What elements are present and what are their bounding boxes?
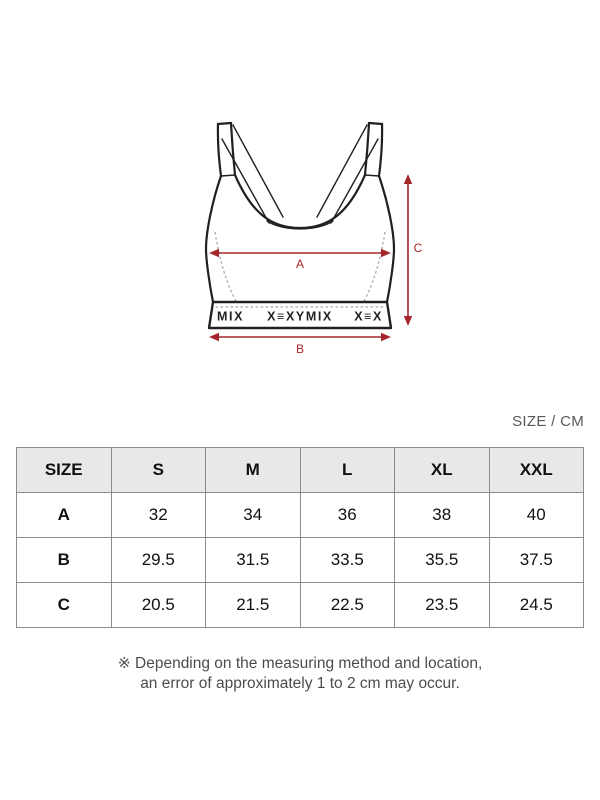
bra-cup-seams (221, 175, 379, 176)
size-unit-label: SIZE / CM (512, 413, 584, 430)
bra-band (209, 302, 391, 328)
bra-measurement-diagram (150, 100, 460, 372)
row-label-cell: C (17, 583, 112, 628)
bra-straps (218, 123, 382, 223)
size-table-header (17, 448, 584, 493)
value-cell: 40 (489, 493, 584, 538)
size-table-body (17, 493, 584, 628)
band-logo-center: X≡XYMIX (267, 309, 333, 324)
value-cell: 29.5 (111, 538, 206, 583)
disclaimer-line-1: ※ Depending on the measuring method and location, (117, 655, 483, 672)
bra-diagram-svg (150, 100, 460, 372)
header-cell-size: SIZE (17, 448, 112, 493)
table-row-b (17, 538, 584, 583)
value-cell: 32 (111, 493, 206, 538)
table-row-a (17, 493, 584, 538)
value-cell: 31.5 (206, 538, 301, 583)
bra-body-outline (206, 176, 394, 302)
measurement-arrow-a (209, 249, 391, 271)
measurement-arrow-c (404, 174, 423, 326)
disclaimer-line-2: an error of approximately 1 to 2 cm may occur. (140, 675, 460, 692)
value-cell: 37.5 (489, 538, 584, 583)
value-cell: 23.5 (395, 583, 490, 628)
value-cell: 38 (395, 493, 490, 538)
value-cell: 24.5 (489, 583, 584, 628)
header-cell-s: S (111, 448, 206, 493)
value-cell: 35.5 (395, 538, 490, 583)
value-cell: 20.5 (111, 583, 206, 628)
value-cell: 33.5 (300, 538, 395, 583)
table-row-c (17, 583, 584, 628)
header-cell-l: L (300, 448, 395, 493)
header-cell-xl: XL (395, 448, 490, 493)
measurement-arrow-b (209, 333, 391, 356)
value-cell: 34 (206, 493, 301, 538)
bra-neckline (235, 175, 365, 229)
band-logo-right: X≡X (354, 309, 383, 324)
measurement-disclaimer (0, 654, 600, 694)
value-cell: 36 (300, 493, 395, 538)
size-table (16, 447, 584, 628)
label-b: B (295, 342, 305, 356)
value-cell: 22.5 (300, 583, 395, 628)
header-cell-m: M (206, 448, 301, 493)
label-c: C (413, 241, 423, 255)
header-cell-xxl: XXL (489, 448, 584, 493)
value-cell: 21.5 (206, 583, 301, 628)
header-row (17, 448, 584, 493)
row-label-cell: A (17, 493, 112, 538)
label-a: A (295, 257, 305, 271)
band-logo-left: MIX (217, 309, 245, 324)
row-label-cell: B (17, 538, 112, 583)
